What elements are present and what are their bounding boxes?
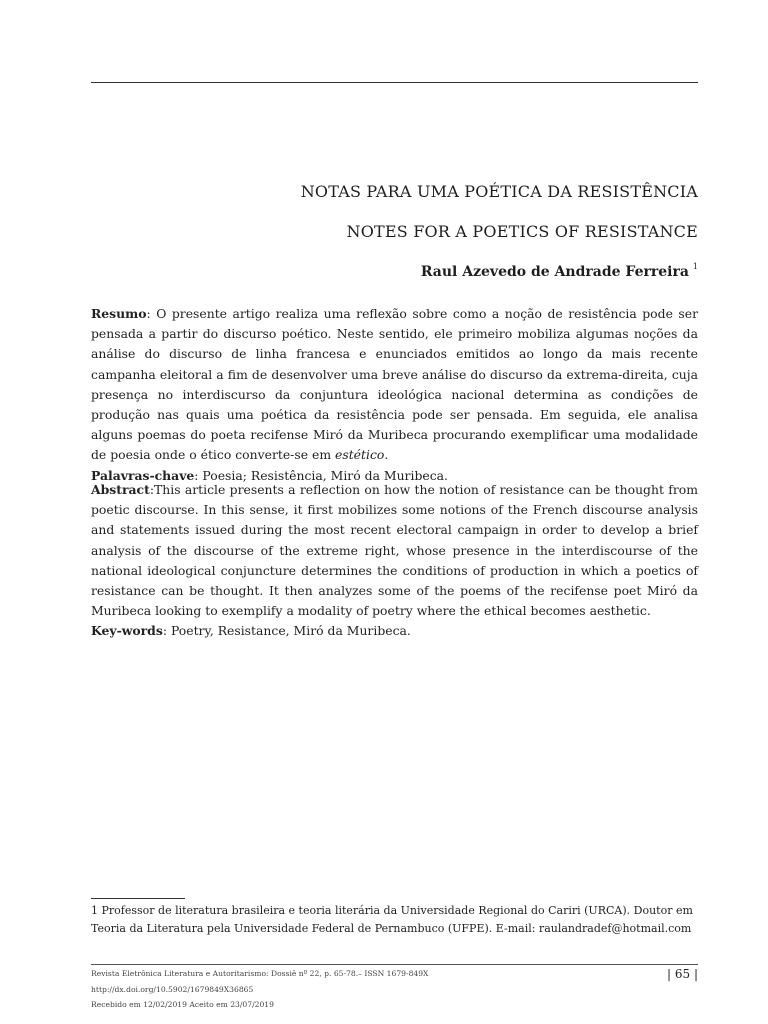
palavras-chave-label: Palavras-chave [91,467,195,483]
abstract-paragraph [91,480,698,621]
footer-rule [91,964,698,965]
keywords-label: Key-words [91,623,163,639]
footer-journal: Revista Eletrônica Literatura e Autoritarismo: Dossiê nº 22, p. 65-78.– ISSN 1679-849X [91,969,429,978]
footer-doi: http://dx.doi.org/10.5902/1679849X36865 [91,984,254,994]
palavras-chave-text: : Poesia; Resistência, Miró da Muribeca. [194,467,448,483]
footnote-separator [91,898,185,899]
abstract-section [91,480,698,642]
author-line [421,262,698,280]
keywords-line [91,621,698,641]
keywords-text: : Poetry, Resistance, Miró da Muribeca. [162,623,411,639]
resumo-end: . [384,447,389,463]
abstract-text: :This article presents a reflection on how the notion of resistance can be thought from poetic discourse. In this sense, it first mobilizes some notions of the French discourse analysis and statements issued during the most recent electoral campaign in order to develop a brief analysis of the discourse of the extreme right, whose presence in the interdiscourse of the national ideological conjuncture determines the conditions of production in which a poetics of resistance can be thought. It then analyzes some of the poems of the recifense poet Miró da Muribeca looking to exemplify a modality of poetry where the ethical becomes aesthetic. [91,482,698,619]
author-footnote-marker: 1 [692,262,698,271]
page-footer [91,966,631,1013]
footnote [91,902,698,938]
resumo-label: Resumo [91,306,147,321]
resumo-text: : O presente artigo realiza uma reflexão sobre como a noção de resistência pode ser pensada a partir do discurso poético. Neste sentido, ele primeiro mobiliza algumas noções da análise do discurso de linha francesa e enunciados emitidos ao longo da mais recente campanha eleitoral a fim de desenvolver uma breve análise do discurso da extrema-direita, cuja presença no interdiscurso da conjuntura ideológica nacional determina as condições de produção nas quais uma poética da resistência pode ser pensada. Em seguida, ele analisa alguns poemas do poeta recifense Miró da Muribeca procurando exemplificar uma modalidade de poesia onde o ético converte-se em [91,306,698,463]
resumo-paragraph [91,304,698,466]
resumo-section [91,304,698,486]
page-number: | 65 | [667,967,698,981]
article-title-english: NOTES FOR A POETICS OF RESISTANCE [346,222,698,241]
header-rule [91,82,698,83]
resumo-emphasis: estético [335,447,385,463]
author-name: Raul Azevedo de Andrade Ferreira [420,264,689,280]
article-title-portuguese: NOTAS PARA UMA POÉTICA DA RESISTÊNCIA [300,182,698,201]
footer-dates: Recebido em 12/02/2019 Aceito em 23/07/2019 [91,1000,274,1009]
abstract-label: Abstract [91,482,150,497]
footnote-text: 1 Professor de literatura brasileira e teoria literária da Universidade Regional do Cariri (URCA). Doutor em Teoria da Literatura pela Universidade Federal de Pernambuco (UFPE). E-mail: raulandradef@hotmail.com [91,904,693,935]
